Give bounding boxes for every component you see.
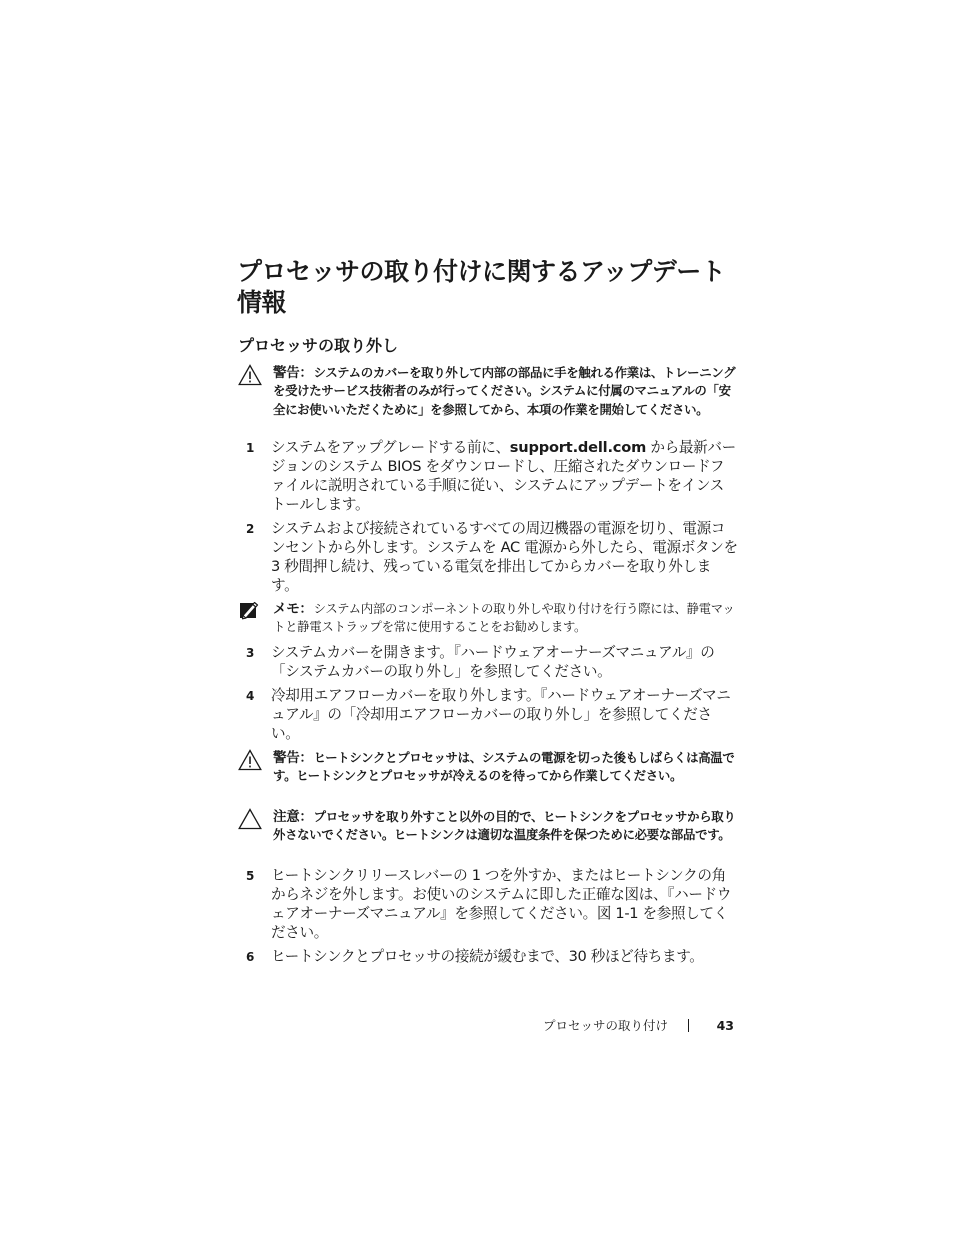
support-link: support.dell.com xyxy=(509,439,647,456)
warning-body xyxy=(273,749,739,786)
warning-label: 警告： xyxy=(273,365,313,381)
section-heading: プロセッサの取り外し xyxy=(238,336,399,355)
step-number: 4 xyxy=(246,689,255,703)
step-number: 6 xyxy=(246,950,255,964)
caution-body xyxy=(273,808,739,845)
footer-section-title: プロセッサの取り付け xyxy=(542,1018,668,1033)
note-pencil-icon xyxy=(238,600,260,620)
warning-text: ヒートシンクとプロセッサは、システムの電源を切った後もしばらくは高温です。ヒートシンクとプロセッサが冷えるのを待ってから作業してください。 xyxy=(273,750,735,784)
step-number: 3 xyxy=(246,646,255,660)
step-text: システムおよび接続されているすべての周辺機器の電源を切り、電源コンセントから外します。システムを AC 電源から外したら、電源ボタンを 3 秒間押し続け、残っている電気を排出してからカバーを取り外します。 xyxy=(271,520,738,594)
step-text: 冷却用エアフローカバーを取り外します。『ハードウェアオーナーズマニュアル』の「冷却用エアフローカバーの取り外し」を参照してください。 xyxy=(271,687,731,742)
caution-label: 注意： xyxy=(273,809,313,825)
step-text xyxy=(271,438,738,514)
memo-label: メモ： xyxy=(273,601,313,617)
step-number: 2 xyxy=(246,522,255,536)
page-number: 43 xyxy=(716,1018,734,1033)
footer-separator xyxy=(688,1019,689,1032)
warning-triangle-icon xyxy=(238,364,262,386)
step-text: ヒートシンクとプロセッサの接続が緩むまで、30 秒ほど待ちます。 xyxy=(271,948,704,965)
caution-triangle-icon xyxy=(238,808,262,830)
step-text-part: システムをアップグレードする前に、 xyxy=(271,439,510,456)
memo-body xyxy=(273,600,739,637)
warning-label: 警告： xyxy=(273,750,313,766)
step-text: システムカバーを開きます。『ハードウェアオーナーズマニュアル』の「システムカバーの取り外し」を参照してください。 xyxy=(271,644,715,680)
memo-text: システム内部のコンポーネントの取り外しや取り付けを行う際には、静電マットと静電ストラップを常に使用することをお勧めします。 xyxy=(273,601,735,635)
warning-text: システムのカバーを取り外して内部の部品に手を触れる作業は、トレーニングを受けたサービス技術者のみが行ってください。システムに付属のマニュアルの「安全にお使いいただくために」を参照してから、本項の作業を開始してください。 xyxy=(273,365,736,417)
step-text-part: から最新バージョンのシステム BIOS をダウンロードし、圧縮されたダウンロードファイルに説明されている手順に従い、システムにアップデートをインストールします。 xyxy=(271,439,736,513)
warning-triangle-icon xyxy=(238,749,262,771)
page-footer xyxy=(526,1016,738,1036)
warning-body xyxy=(273,364,739,419)
step-number: 5 xyxy=(246,869,255,883)
step-text: ヒートシンクリリースレバーの 1 つを外すか、またはヒートシンクの角からネジを外します。お使いのシステムに即した正確な図は、『ハードウェアオーナーズマニュアル』を参照してください。図 1-1 を参照してください。 xyxy=(271,867,732,941)
step-number: 1 xyxy=(246,441,255,455)
caution-text: プロセッサを取り外すこと以外の目的で、ヒートシンクをプロセッサから取り外さないでください。ヒートシンクは適切な温度条件を保つために必要な部品です。 xyxy=(273,809,736,843)
page-title: プロセッサの取り付けに関するアップデート情報 xyxy=(237,257,726,317)
